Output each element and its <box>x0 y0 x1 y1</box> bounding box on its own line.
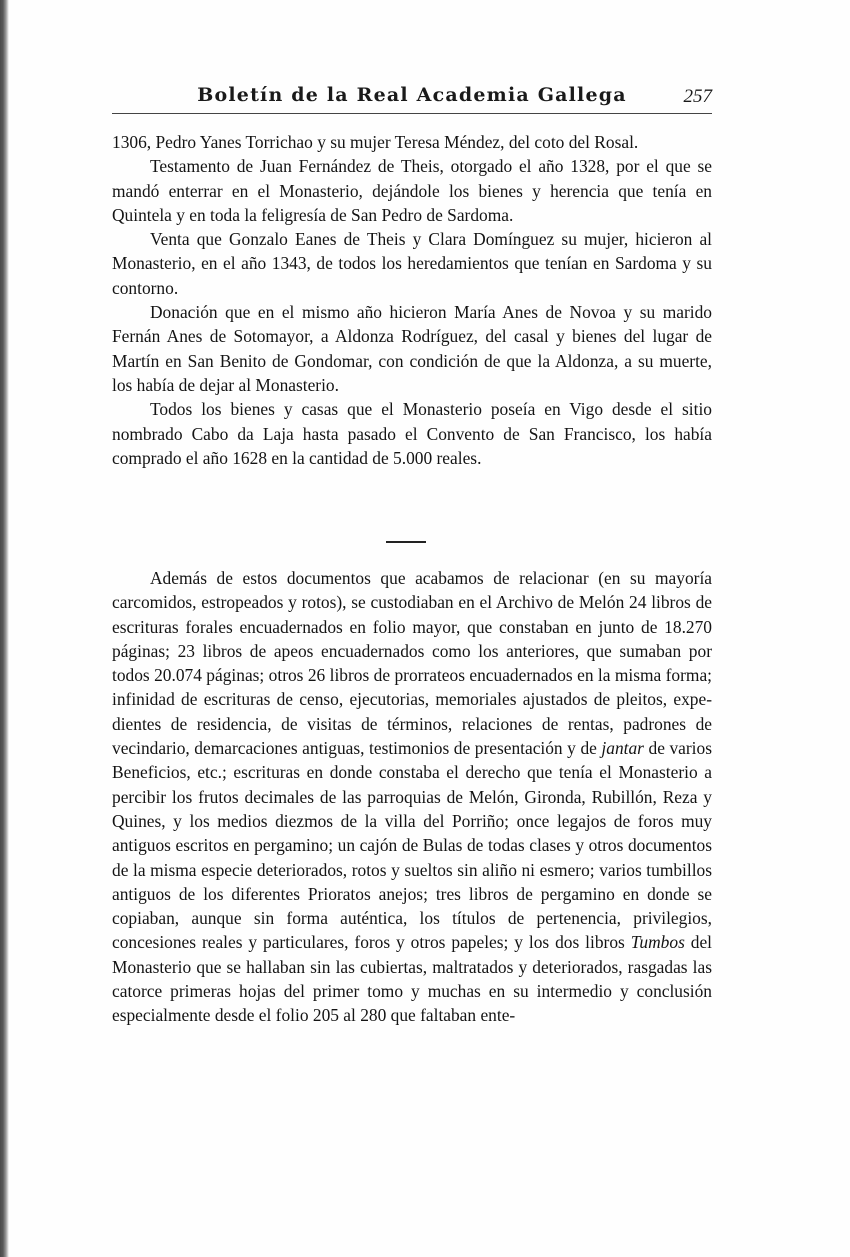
running-title: Boletín de la Real Academia Gallega <box>197 84 627 106</box>
section-divider <box>386 541 426 543</box>
archivo-text-part-c: del Monasterio que se hallaban sin las cubiertas, maltratados y deteriorados, rasgadas las catorce primeras hojas del primer tomo y muchas en su intermedio y conclusión especialmente desde el folio 205 al 280 que faltaban ente- <box>112 932 713 1026</box>
archivo-text-part-b: de varios Beneficios, etc.; escrituras en donde constaba el derecho que tenía el Monasterio a percibir los frutos decimales de las parroquias de Melón, Gironda, Rubillón, Reza y Quines, y los medios diezmos de la villa del Porriño; once legajos de foros muy antiguos escritos en pergamino; un cajón de Bulas de todas clases y otros documentos de la misma especie deteriorados, rotos y sueltos sin aliño ni esmero; varios tumbillos antiguos de los diferentes Prioratos anejos; tres libros de pergamino en donde se copiaban, aunque sin forma auténtica, los títulos de pertenencia, privilegios, concesiones reales y particulares, foros y otros papeles; y los dos libros <box>112 738 712 953</box>
archivo-text-part-a: Además de estos documentos que acabamos de relacionar (en su mayoría carcomidos, estropeados y rotos), se custodiaban en el Archivo de Melón 24 libros de escrituras forales encuadernados en folio mayor, que constaban en junto de 18.270 páginas; 23 libros de apeos encuadernados como los anteriores, que sumaban por todos 20.074 páginas; otros 26 libros de prorrateos encuadernados en la misma forma; infinidad de escrituras de censo, ejecutorias, memoriales ajustados de pleitos, expedientes de residencia, de visitas de términos, relaciones de rentas, padrones de vecindario, demarcaciones antiguas, testimonios de presentación y de <box>112 568 712 759</box>
archivo-italic-jantar: jantar <box>601 738 644 759</box>
paragraph-donacion: Donación que en el mismo año hicieron María Anes de Novoa y su marido Fernán Anes de Sotomayor, a Aldonza Rodríguez, del casal y bienes del lugar de Martín en San Benito de Gondomar, con condición de que la Aldonza, a su muerte, los había de dejar al Monasterio. <box>112 302 712 395</box>
paragraph-continuation: 1306, Pedro Yanes Torrichao y su mujer Teresa Méndez, del coto del Rosal. <box>112 132 639 152</box>
header-rule <box>112 113 712 114</box>
document-section-1 <box>112 130 712 470</box>
paragraph-bienes-vigo: Todos los bienes y casas que el Monasterio poseía en Vigo desde el sitio nombrado Cabo da Laja hasta pasado el Convento de San Francisco, los había comprado el año 1628 en la cantidad de 5.000 reales. <box>112 399 712 468</box>
paragraph-testamento: Testamento de Juan Fernández de Theis, otorgado el año 1328, por el que se mandó enterrar en el Monasterio, dejándole los bienes y herencia que tenía en Quintela y en toda la feligresía de San Pedro de Sardoma. <box>112 156 712 225</box>
paragraph-venta: Venta que Gonzalo Eanes de Theis y Clara Domínguez su mujer, hicieron al Monasterio, en el año 1343, de todos los heredamientos que tenían en Sardoma y su contorno. <box>112 229 712 298</box>
page-number: 257 <box>683 86 712 107</box>
document-section-2 <box>112 566 712 1028</box>
page-header <box>112 84 712 114</box>
archivo-italic-tumbos: Tumbos <box>630 932 685 953</box>
paragraph-archivo <box>112 566 712 1028</box>
book-binding-edge <box>0 0 9 1257</box>
